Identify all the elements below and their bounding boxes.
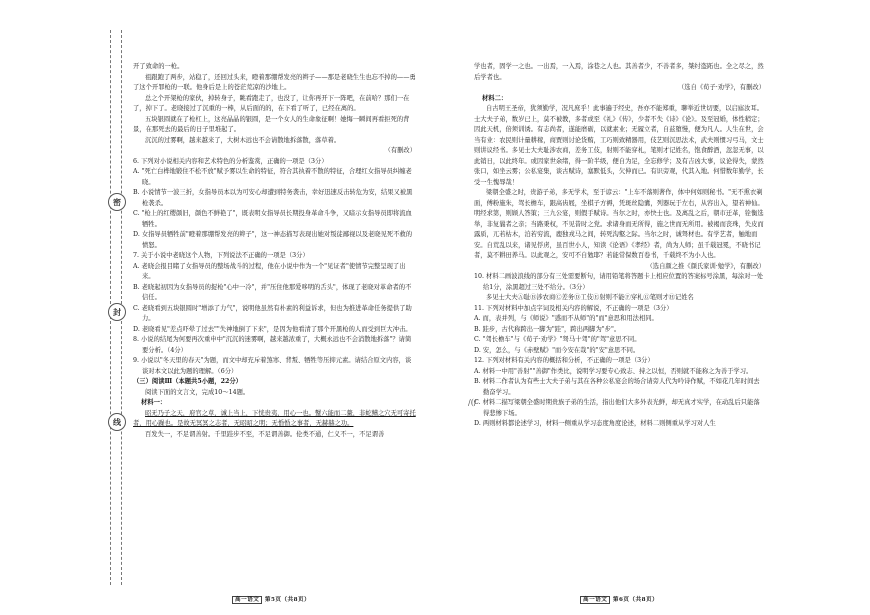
footer-subject: 高一语文 bbox=[232, 596, 262, 604]
pencil-mark: /(/ bbox=[468, 398, 477, 407]
text-line: （选自《荀子·劝学》，有删改） bbox=[677, 84, 765, 91]
text-line: B. 老晓起初因为女指导员的捉枪"心中一冷"，并"压住他那爱哆明的舌头"，体现了老晓对革命者的不信任。 bbox=[133, 283, 412, 301]
text-line: A. "死亡白桦地锻住不松不放"赋予雾以生命的特征，符合其执着不散的特征，合理红女指导员纠缠老晓。 bbox=[133, 168, 412, 186]
text-line: （三）阅读Ⅲ（本题共5小题，22分） bbox=[133, 378, 242, 385]
text-line: B. 小说情节一波三折，女指导员本以为可安心却遭到特务袭击，幸好迅速反击转危为安，结果又被黑枪袭杀。 bbox=[133, 189, 413, 207]
text-line: 11. 下列对材料中加点字词及相关内容的解说，不正确的一项是（3分） bbox=[474, 304, 673, 312]
text-line: 9. 小说以"冬天里的春天"为题，而文中却充斥着煞寒、背叛、牺牲等压抑元素。请结合原文内容，谈谈对本文以此为题的理解。（6分） bbox=[133, 357, 412, 375]
footer-right bbox=[580, 595, 658, 603]
left-page-column bbox=[133, 62, 416, 440]
text-line: A. 而，表并列，与《师说》"惑而不从师"的"而"意思和用法相同。 bbox=[474, 315, 658, 322]
text-line: D. 两则材料都论述学习，材料一侧重从学习态度角度论述，材料二则侧重从学习对人生 bbox=[474, 420, 716, 427]
text-line: （有删改） bbox=[384, 147, 416, 154]
text-line: 百发失一，不足谓善射。千里跬步不至，不足谓善御。伦类不通，仁义不一，不足谓善 bbox=[145, 430, 385, 438]
text-line: 材料一： bbox=[141, 399, 167, 406]
text-line: 祖跟跑了两步，站稳了，还回过头来，瞪着那绷帮发亮的辫子——那是老晓生生也忘不掉的——勇了这个开罪枪的一联。他身后是上的苍茫荒凉的沙地上。 bbox=[133, 73, 416, 91]
binding-mark-feng: 封 bbox=[108, 303, 126, 321]
text-line: D. 老晓看见"差点吓晕了过去""失神地倒了下来"，是因为他看清了那个开黑枪的人而受到巨大冲击。 bbox=[133, 325, 412, 333]
text-line: 6. 下列对小说相关内容和艺术特色的分析鉴赏，正确的一项是（3分） bbox=[133, 157, 328, 165]
text-line: （选自颜之推《颜氏家训·勉学》，有删改） bbox=[646, 262, 765, 270]
text-line: 沉沉的过雾啊，越来越来了，大树木远也不会请散地拆落散，落草着。 bbox=[145, 136, 341, 144]
text-line: D. 安，怎么，与《赤壁赋》"而今安在哉"的"安"意思不同。 bbox=[474, 346, 640, 354]
text-line: 学也者，固学一之也。一出焉，一入焉，涂巷之人也。其善者少，不善者多，桀纣盗跖也。全之尽之，然后学者也。 bbox=[474, 63, 764, 81]
footer-page: 第6页（共8页） bbox=[612, 597, 659, 603]
text-line: 8. 小说的结尾为何要再次重申中"沉沉的迷雾啊，越来越浓重了，大概永远也不会消散地拆落"？请简要分析。（4分） bbox=[133, 336, 412, 354]
text-line: 总之个开架枪的家伙，掉转身子，眺看跑走了，也没了，让你再开下一阵吧，在前哈？那们一在了，掉下了。老晓接过了沉重的一棒，从后面的的，在下看了听了，已经在离的。 bbox=[133, 94, 410, 112]
text-line: 多见士大夫Ⓐ耻Ⓑ涉农商Ⓒ差务Ⓓ工伎Ⓔ射则不能Ⓕ穿札Ⓖ笔则才Ⓗ记姓名 bbox=[486, 294, 694, 301]
right-page-column bbox=[474, 62, 765, 430]
text-line: 7. 关于小说中老晓这个人物，下列说法不正确的一项是（3分） bbox=[133, 252, 309, 259]
text-line: 昭无乃子之天，府官之草，诚上当上，下恍贵夷，用心一也。蟹六能而二鳌，非蛇鳝之穴无可寄托者，用心躁也。是故无冥冥之志者，无昭昭之明；无惛惛之事者，无赫赫之功。 bbox=[133, 409, 416, 427]
footer-left bbox=[232, 595, 310, 603]
text-line: D. 女指导员牺牲前"瞪着那绷帮发亮的辫子"，这一神态描写表现出她对叛徒鄙视以及老晓见死不救的愤怒。 bbox=[133, 231, 413, 249]
text-line: 阅读下面的文言文，完成10～14题。 bbox=[145, 388, 250, 396]
text-line: C. 老晓看到五块银圆时"增添了力气"，说明他虽然有朴素的利益诉求，但也为推进革命任务提供了助力。 bbox=[133, 304, 412, 322]
binding-mark-mi: 密 bbox=[108, 193, 126, 211]
text-line: C. "驾长檐车"与《荀子·劝学》"驽马十驾"的"驾"意思不同。 bbox=[474, 336, 641, 343]
text-line: B. 材料二作者认为有些士大夫子弟与其在各种公私宴会的场合请旁人代为吟诗作赋，不如花几年时间去勤奋学习。 bbox=[474, 378, 760, 396]
text-line: 材料二： bbox=[482, 94, 508, 102]
footer-subject: 高一语文 bbox=[580, 596, 610, 604]
text-line: 五块银圆就在了枪杠上，这亮晶晶的银圆，是一个女人的生命象征啊！她悔一瞬间再看拒死的背景，在那死去的最后的日子里堆起了。 bbox=[133, 115, 410, 133]
text-line: 开了致命的一枪。 bbox=[133, 63, 184, 70]
text-line: 12. 下列对材料有关内容的概括和分析，不正确的一项是（3分） bbox=[474, 357, 654, 364]
text-line: 10. 材料二画波浪线的部分有三处需要断句，请用铅笔将答题卡上相应位置的答案标号涂黑，每涂对一处给1分，涂黑超过三处不给分。（3分） bbox=[474, 273, 764, 291]
binding-mark-xian: 线 bbox=[108, 413, 126, 431]
text-line: 自古明王圣帝，犹须勤学，况凡庶乎！此事遍于经史，吾亦不能郑重，聊举近世切要，以启寤汝耳。士大夫子弟，数岁已上，莫不被教，多者或至《礼》《传》，少者不失《诗》《论》。及至冠婚，体性稍定；因此天机，倍须训诱。有志尚者，遂能磨砺，以就素业；无履立者，自兹堕慢，便为凡人。人生在世，会当有业：农民则计量耕稼，商贾则讨论货贿，工巧则致精器用，伎艺则沉思法术，武夫则惯习弓马，文士则讲议经书。多见士大夫耻涉农商，差务工伎，射则不能穿札，笔则才记姓名，饱食醉酒，忽忽无事，以此销日，以此终年。或因家世余绪，得一阶半级，便自为足，全忘修学；及有吉凶大事，议论得失，蒙然张口，如坐云雾；公私宴集，谈古赋诗，塞默低头，欠伸而已。有识旁观，代其入地。何惜数年勤学，长受一生愧辱哉！ bbox=[474, 105, 764, 186]
text-line: B. 跬步，古代称跨出一脚为"跬"，跨出两脚为"步"。 bbox=[474, 325, 621, 333]
text-line: C. "枪上的红缨颜旧，颜色不鲜艳了"，既表明女指导员长期投身革命斗争，又暗示女指导员即将流血牺牲。 bbox=[133, 210, 412, 228]
text-line: 梁朝全盛之时，贵游子弟，多无学术，至于谚云："上车不落则著作，体中何如则秘书。"无不熏衣剃面，傅粉施朱，驾长檐车，跟高齿屐，坐棋子方褥，凭斑丝隐囊，列器玩于左右，从容出入，望若神仙。明经求第，则顾人答策；三九公宴，则假手赋诗。当尔之时，亦快士也。及离乱之后，朝市迁革，铨衡选举，非复曩者之亲；当路秉权，不见昔时之党。求诸身而无所得，施之世而无所用。被褐而丧珠，失皮而露质，兀若枯木，泊若穷流，鹿独戎马之间，转死沟壑之际。当尔之时，诚驽材也。有学艺者，触地而安。自荒乱以来，诸见俘虏，虽百世小人，知读《论语》《孝经》者，尚为人师；虽千载冠冕，不晓书记者，莫不耕田养马。以此观之，安可不自勉耶？若能常保数百卷书，千载终不为小人也。 bbox=[474, 189, 764, 259]
footer-page: 第5页（共8页） bbox=[264, 597, 311, 603]
text-line: C. 材料二描写梁朝全盛时期贵族子弟的生活，指出他们大多外表光鲜，却无真才实学，在动乱后只能落得悲惨下场。 bbox=[474, 399, 760, 417]
text-line: A. 老晓会报目睹了女指导员的整场战斗的过程，他在小说中作为一个"见证者"使情节完整呈现了出来。 bbox=[133, 262, 406, 280]
text-line: A. 材料一中用"善射""善御"作类比，说明学习要专心致志、持之以恒，否则就不能称之为善于学习。 bbox=[474, 367, 753, 375]
